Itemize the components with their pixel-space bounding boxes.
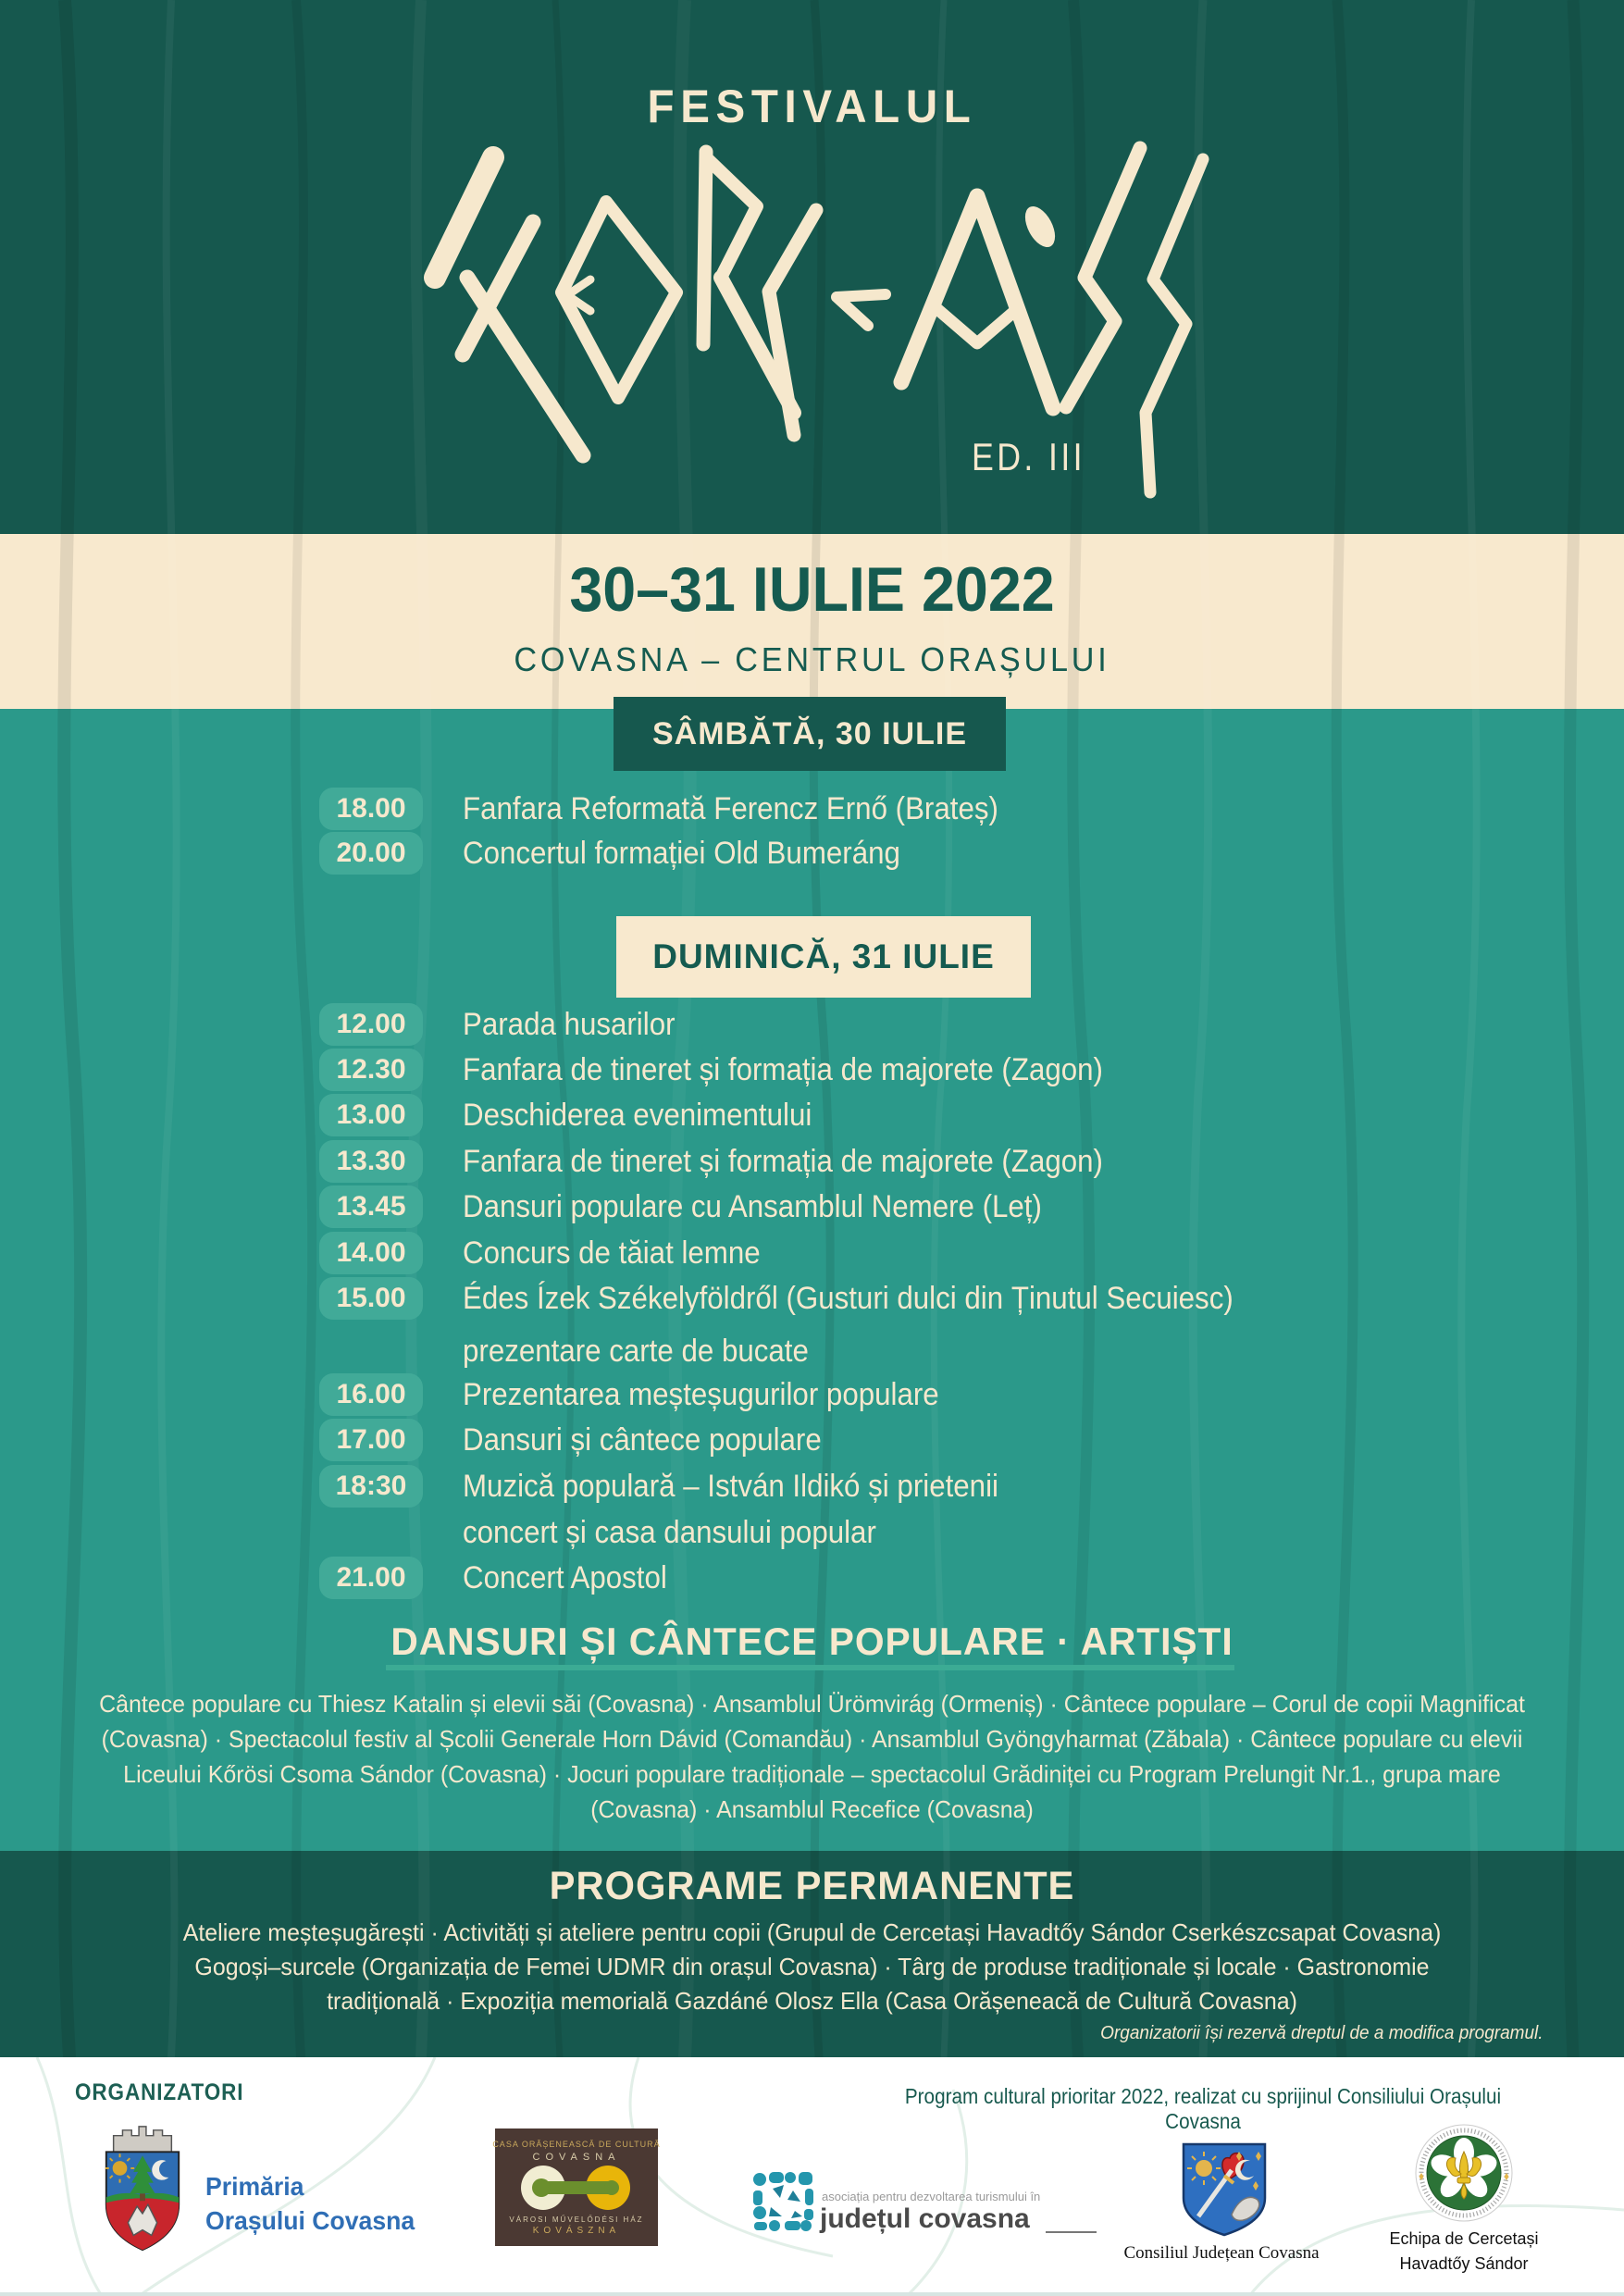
bottom-edge-line [0,2292,1624,2296]
saturday-header [614,697,1006,771]
casa-line4: KOVÁSZNA [532,2225,621,2236]
event-label: Concertul formației Old Bumeráng [463,835,900,871]
casa-line2: COVASNA [532,2151,621,2163]
artists-line: Cântece populare cu Thiesz Katalin și elevii săi (Covasna) · Ansamblul Ürömvirág (Ormeniș) · Cântece populare – Corul de copii Magnificat [99,1690,1525,1718]
primaria-label [205,2169,415,2238]
event-label: Deschiderea evenimentului [463,1097,812,1133]
support-note: Program cultural prioritar 2022, realizat cu sprijinul Consiliului Orașului Covasna [904,2084,1502,2133]
event-dates: 30–31 IULIE 2022 [569,554,1055,625]
event-label: Concurs de tăiat lemne [463,1235,761,1271]
casa-line1: CASA ORĂȘENEASCĂ DE CULTURĂ [492,2139,661,2149]
casa-circles-icon [519,2163,634,2213]
scout-label [1353,2227,1575,2277]
time-badge: 18.00 [319,788,423,830]
event-label-continued: concert și casa dansului popular [463,1514,876,1550]
permanent-line: Ateliere meșteșugărești · Activități și ateliere pentru copii (Grupul de Cercetași Havadtőy Sándor Cserkészcsapat Covasna) [182,1918,1442,1946]
time-badge: 12.30 [319,1049,423,1091]
event-label: Muzică populară – István Ildikó și prietenii [463,1468,998,1504]
time-badge: 14.00 [319,1232,423,1274]
event-label-continued: prezentare carte de bucate [463,1333,809,1369]
time-badge: 21.00 [319,1557,423,1599]
scout-label-line2: Havadtőy Sándor [1399,2254,1529,2273]
permanent-line: tradițională · Expoziția memorială Gazdáné Olosz Ella (Casa Orășeneacă de Cultură Covasna) [327,1987,1297,2015]
disclaimer-note: Organizatorii își rezervă dreptul de a modifica programul. [1100,2023,1543,2043]
adt-underline [1046,2231,1097,2233]
event-label: Concert Apostol [463,1559,667,1595]
time-badge: 18:30 [319,1465,423,1508]
event-label: Fanfara de tineret și formația de majorete (Zagon) [463,1051,1103,1087]
scout-label-line1: Echipa de Cercetași [1389,2229,1539,2248]
scout-emblem-icon [1415,2124,1513,2222]
time-badge: 16.00 [319,1373,423,1416]
event-label: Édes Ízek Székelyföldről (Gusturi dulci din Ținutul Secuiesc) [463,1280,1233,1316]
adt-line2: județul covasna [820,2203,1030,2234]
artists-line: (Covasna) · Ansamblul Recefice (Covasna) [590,1795,1034,1823]
time-badge: 15.00 [319,1277,423,1320]
primaria-label-line2: Orașului Covasna [205,2206,415,2235]
artists-paragraph [32,1686,1592,1827]
artists-section-title: DANSURI ȘI CÂNTECE POPULARE · ARTIȘTI [391,1620,1233,1663]
event-label: Fanfara de tineret și formația de majorete (Zagon) [463,1143,1103,1179]
adt-mosaic-icon [752,2170,814,2232]
cjc-coat-of-arms-icon [1178,2141,1271,2239]
forgacs-logo-icon [0,0,1624,518]
artists-line: (Covasna) · Spectacolul festiv al Școlii Generale Horn Dávid (Comandău) · Ansamblul Gyöngyharmat (Zăbala) · Cântece populare cu elevii [101,1725,1523,1753]
event-label: Dansuri și cântece populare [463,1421,822,1458]
artists-title-underline [386,1665,1234,1670]
cjc-label: Consiliul Județean Covasna [1123,2243,1320,2263]
primaria-label-line1: Primăria [205,2172,304,2201]
organizers-label: ORGANIZATORI [75,2079,244,2105]
sunday-header [616,916,1031,998]
permanent-paragraph [32,1916,1592,2018]
casa-line3: VÁROSI MŰVELŐDÉSI HÁZ [509,2215,644,2224]
event-location: COVASNA – CENTRUL ORAȘULUI [514,640,1110,678]
sunday-title: DUMINICĂ, 31 IULIE [652,937,995,975]
time-badge: 13.30 [319,1140,423,1183]
event-label: Fanfara Reformată Ferencz Ernő (Brateș) [463,790,998,826]
event-label: Parada husarilor [463,1006,676,1042]
permanent-section-title: PROGRAME PERMANENTE [549,1864,1075,1908]
event-label: Dansuri populare cu Ansamblul Nemere (Leț) [463,1188,1042,1224]
edition-label: ED. III [972,435,1085,478]
time-badge: 17.00 [319,1419,423,1461]
artists-line: Liceului Kőrösi Csoma Sándor (Covasna) · Jocuri populare tradiționale – spectacolul Grădiniței cu Program Prelungit Nr.1., grupa mare [123,1760,1501,1788]
saturday-title: SÂMBĂTĂ, 30 IULIE [651,715,968,751]
primaria-coat-of-arms-icon [97,2121,188,2255]
adt-line1: asociația pentru dezvoltarea turismului în [822,2190,1041,2203]
permanent-line: Gogoși–surcele (Organizația de Femei UDMR din orașul Covasna) · Târg de produse tradiționale și locale · Gastronomie [194,1953,1430,1980]
event-label: Prezentarea meșteșugurilor populare [463,1376,939,1412]
time-badge: 13.45 [319,1185,423,1228]
time-badge: 12.00 [319,1003,423,1046]
festival-kicker: FESTIVALUL [647,81,977,132]
casa-culturii-logo [492,2128,661,2246]
time-badge: 13.00 [319,1094,423,1136]
time-badge: 20.00 [319,832,423,875]
